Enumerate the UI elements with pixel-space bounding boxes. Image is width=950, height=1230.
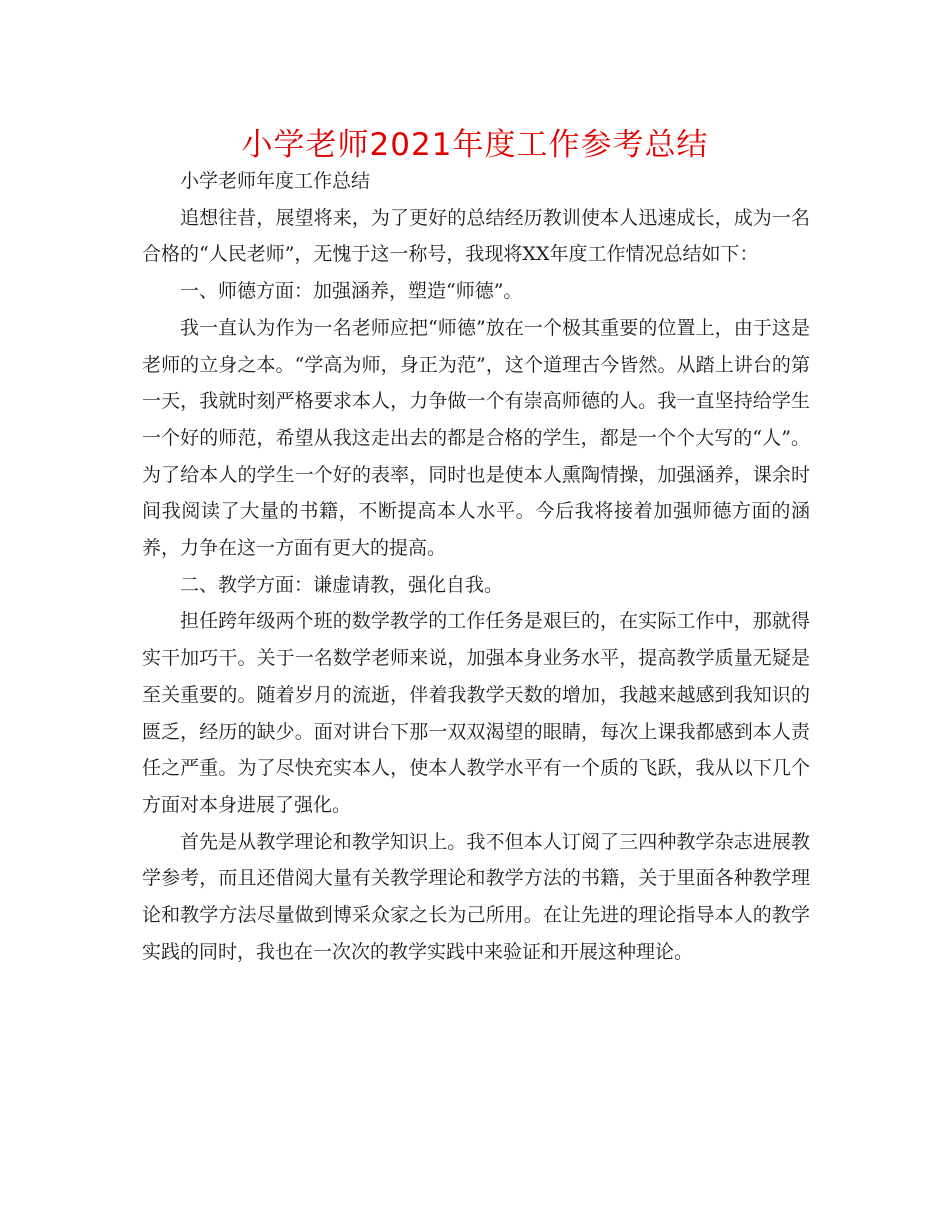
section-heading-ethics: 一、师德方面：加强涵养，塑造“师德”。 <box>180 280 523 303</box>
subtitle-paragraph: 小学老师年度工作总结 <box>180 170 371 192</box>
theory-paragraph: 首先是从教学理论和教学知识上。我不但本人订阅了三四种教学杂志进展教学参考，而且还借阅大量有关教学理论和教学方法的书籍，关于里面各种教学理论和教学方法尽量做到博采众家之长为己所用。在让先进的理论指导本人的教学实践的同时，我也在一次次的教学实践中来验证和开展这种理论。 <box>142 830 810 963</box>
teaching-paragraph: 担任跨年级两个班的数学教学的工作任务是艰巨的，在实际工作中，那就得实干加巧干。关于一名数学老师来说，加强本身业务水平，提高教学质量无疑是至关重要的。随着岁月的流逝，伴着我教学天数的增加，我越来越感到我知识的匮乏，经历的缺少。面对讲台下那一双双渴望的眼睛，每次上课我都感到本人责任之严重。为了尽快充实本人，使本人教学水平有一个质的飞跃，我从以下几个方面对本身进展了强化。 <box>142 610 810 816</box>
intro-paragraph: 追想往昔，展望将来，为了更好的总结经历教训使本人迅速成长，成为一名合格的“人民老师”，无愧于这一称号，我现将XX年度工作情况总结如下： <box>142 206 810 266</box>
document-body <box>142 163 810 970</box>
document-title: 小学老师2021年度工作参考总结 <box>241 127 709 163</box>
section-heading-teaching: 二、教学方面：谦虚请教，强化自我。 <box>180 573 504 596</box>
ethics-paragraph: 我一直认为作为一名老师应把“师德”放在一个极其重要的位置上，由于这是老师的立身之本。“学高为师，身正为范”，这个道理古今皆然。从踏上讲台的第一天，我就时刻严格要求本人，力争做一个有崇高师德的人。我一直坚持给学生一个好的师范，希望从我这走出去的都是合格的学生，都是一个个大写的“人”。为了给本人的学生一个好的表率，同时也是使本人熏陶情操，加强涵养，课余时间我阅读了大量的书籍，不断提高本人水平。今后我将接着加强师德方面的涵养，力争在这一方面有更大的提高。 <box>142 316 810 560</box>
